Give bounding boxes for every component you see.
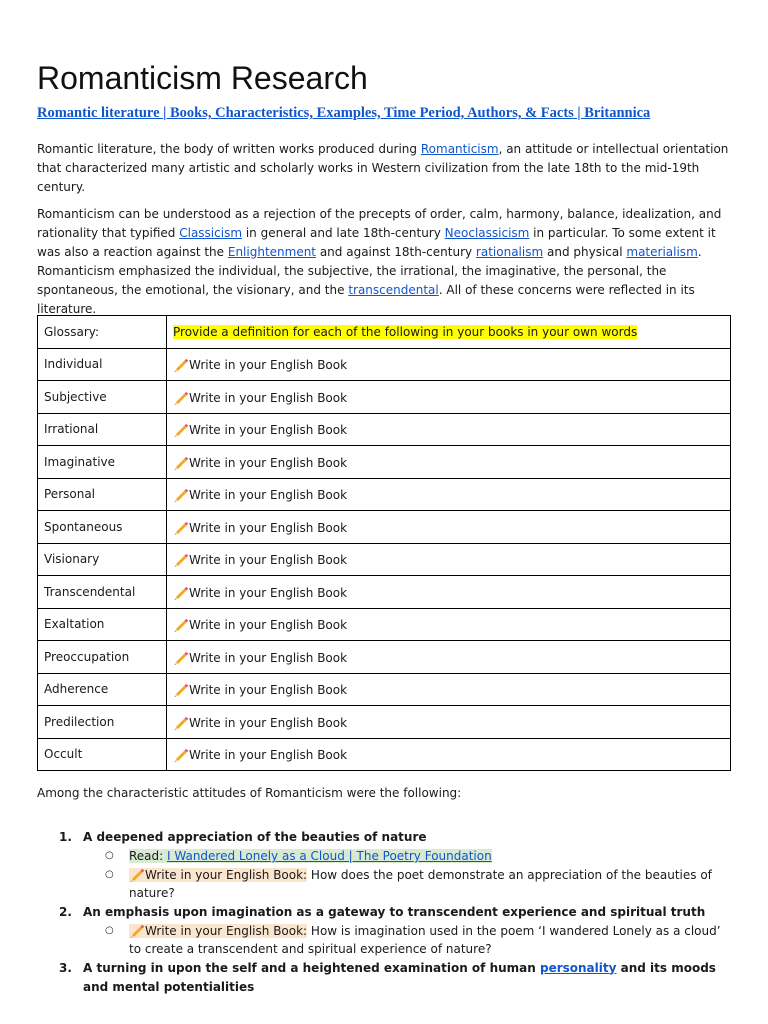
- definition-placeholder: Write in your English Book: [189, 390, 348, 405]
- definition-placeholder: Write in your English Book: [189, 618, 348, 633]
- pencil-icon: [173, 551, 189, 567]
- glossary-row: [38, 673, 731, 706]
- glossary-definition-cell[interactable]: [167, 413, 731, 446]
- pencil-icon: [173, 421, 189, 437]
- glossary-header-instruction: Provide a definition for each of the following in your books in your own words: [167, 316, 731, 349]
- glossary-definition-cell[interactable]: [167, 381, 731, 414]
- attitude-subitems: [83, 922, 731, 959]
- definition-placeholder: Write in your English Book: [189, 488, 348, 503]
- glossary-term: Spontaneous: [38, 511, 167, 544]
- glossary-row: [38, 511, 731, 544]
- pencil-icon: [129, 866, 145, 882]
- paragraph-rejection: Romanticism can be understood as a rejection of the precepts of order, calm, harmony, balance, idealization, and rationality that typified Classicism in general and late 18th-century Neoclassicism in particular. To some extent it was also a reaction against the Enlightenment and against 18th-century rationalism and physical materialism. Romanticism emphasized the individual, the subjective, the irrational, the imaginative, the personal, the spontaneous, the emotional, the visionary, and the transcendental. All of these concerns were reflected in its literature.: [37, 207, 722, 316]
- glossary-header-label: Glossary:: [38, 316, 167, 349]
- glossary-row: [38, 478, 731, 511]
- pencil-icon: [173, 486, 189, 502]
- definition-placeholder: Write in your English Book: [189, 553, 348, 568]
- attitudes-list: [37, 828, 731, 997]
- paragraph-intro: Romantic literature, the body of written works produced during Romanticism, an attitude or intellectual orientation that characterized many artistic and scholarly works in Western civilization from the late 18th to the mid-19th century.: [37, 142, 729, 194]
- link-personality[interactable]: personality: [539, 960, 617, 975]
- definition-placeholder: Write in your English Book: [189, 585, 348, 600]
- link-transcendental[interactable]: transcendental: [348, 283, 439, 297]
- glossary-term: Predilection: [38, 706, 167, 739]
- glossary-term: Irrational: [38, 413, 167, 446]
- sub-item-read: ○ Read: I Wandered Lonely as a Cloud | The Poetry Foundation: [83, 847, 731, 866]
- definition-placeholder: Write in your English Book: [189, 455, 348, 470]
- pencil-icon: [173, 584, 189, 600]
- page-title: Romanticism Research: [37, 60, 368, 96]
- pencil-icon: [173, 649, 189, 665]
- pencil-icon: [173, 714, 189, 730]
- glossary-term: Preoccupation: [38, 641, 167, 674]
- glossary-term: Adherence: [38, 673, 167, 706]
- glossary-definition-cell[interactable]: [167, 446, 731, 479]
- pencil-icon: [173, 454, 189, 470]
- pencil-icon: [129, 922, 145, 938]
- glossary-row: [38, 348, 731, 381]
- glossary-definition-cell[interactable]: [167, 348, 731, 381]
- link-rationalism[interactable]: rationalism: [475, 245, 544, 259]
- definition-placeholder: Write in your English Book: [189, 358, 348, 373]
- glossary-definition-cell[interactable]: [167, 706, 731, 739]
- pencil-icon: [173, 616, 189, 632]
- glossary-row: [38, 576, 731, 609]
- glossary-table: [37, 315, 731, 771]
- glossary-term: Subjective: [38, 381, 167, 414]
- glossary-row: [38, 543, 731, 576]
- attitude-heading: An emphasis upon imagination as a gateway to transcendent experience and spiritual truth: [83, 904, 706, 919]
- glossary-row: [38, 738, 731, 771]
- poem-link[interactable]: I Wandered Lonely as a Cloud | The Poetry Foundation: [167, 849, 492, 863]
- glossary-term: Imaginative: [38, 446, 167, 479]
- bullet-circle-icon: ○: [105, 924, 114, 936]
- glossary-term: Individual: [38, 348, 167, 381]
- glossary-term: Transcendental: [38, 576, 167, 609]
- link-classicism[interactable]: Classicism: [179, 226, 243, 240]
- glossary-row: [38, 641, 731, 674]
- sub-item-task: ○ Write in your English Book: How is imagination used in the poem ‘I wandered Lonely as a cloud’ to create a transcendent and spiritual experience of nature?: [105, 923, 721, 956]
- link-romanticism[interactable]: Romanticism: [420, 142, 499, 156]
- pencil-icon: [173, 356, 189, 372]
- sub-item-task: ○ Write in your English Book: How does the poet demonstrate an appreciation of the beauties of nature?: [105, 867, 712, 900]
- glossary-row: [38, 381, 731, 414]
- attitude-heading: A turning in upon the self and a heightened examination of human personality and its moods and mental potentialities: [83, 960, 716, 994]
- glossary-term: Exaltation: [38, 608, 167, 641]
- link-enlightenment[interactable]: Enlightenment: [227, 245, 317, 259]
- glossary-row: [38, 608, 731, 641]
- bullet-circle-icon: ○: [105, 868, 114, 880]
- definition-placeholder: Write in your English Book: [189, 520, 348, 535]
- definition-placeholder: Write in your English Book: [189, 748, 348, 763]
- attitude-item: 2. An emphasis upon imagination as a gateway to transcendent experience and spiritual truth ○ Write in your English Book: How is imagination used in the poem ‘I wandered Lonely as a cloud’ to create a transcendent and spiritual experience of nature?: [37, 903, 731, 959]
- definition-placeholder: Write in your English Book: [189, 423, 348, 438]
- glossary-definition-cell[interactable]: [167, 738, 731, 771]
- glossary-term: Personal: [38, 478, 167, 511]
- glossary-header-row: [38, 316, 731, 349]
- attitude-subitems: [83, 847, 731, 903]
- glossary-term: Occult: [38, 738, 167, 771]
- glossary-definition-cell[interactable]: [167, 641, 731, 674]
- glossary-definition-cell[interactable]: [167, 576, 731, 609]
- glossary-definition-cell[interactable]: [167, 511, 731, 544]
- pencil-icon: [173, 681, 189, 697]
- definition-placeholder: Write in your English Book: [189, 715, 348, 730]
- glossary-definition-cell[interactable]: [167, 478, 731, 511]
- bullet-circle-icon: ○: [105, 850, 114, 861]
- britannica-source-link[interactable]: Romantic literature | Books, Characteristics, Examples, Time Period, Authors, & Facts | Britannica: [37, 105, 651, 121]
- glossary-definition-cell[interactable]: [167, 608, 731, 641]
- attitude-item: 1. A deepened appreciation of the beauties of nature ○ Read: I Wandered Lonely as a Cloud | The Poetry Foundation ○ Write in your English Book: How does the poet demonstrate an appreciation of the beauties of nature?: [37, 828, 731, 903]
- glossary-row: [38, 413, 731, 446]
- definition-placeholder: Write in your English Book: [189, 650, 348, 665]
- pencil-icon: [173, 389, 189, 405]
- definition-placeholder: Write in your English Book: [189, 683, 348, 698]
- attitude-heading: A deepened appreciation of the beauties of nature: [83, 830, 427, 844]
- glossary-definition-cell[interactable]: [167, 673, 731, 706]
- link-materialism[interactable]: materialism: [626, 245, 698, 259]
- link-neoclassicism[interactable]: Neoclassicism: [444, 226, 530, 240]
- glossary-term: Visionary: [38, 543, 167, 576]
- glossary-definition-cell[interactable]: [167, 543, 731, 576]
- glossary-row: [38, 706, 731, 739]
- pencil-icon: [173, 746, 189, 762]
- attitudes-intro: Among the characteristic attitudes of Romanticism were the following:: [37, 786, 462, 800]
- pencil-icon: [173, 519, 189, 535]
- attitude-item: 3. A turning in upon the self and a heightened examination of human personality and its moods and mental potentialities: [59, 960, 716, 994]
- glossary-row: [38, 446, 731, 479]
